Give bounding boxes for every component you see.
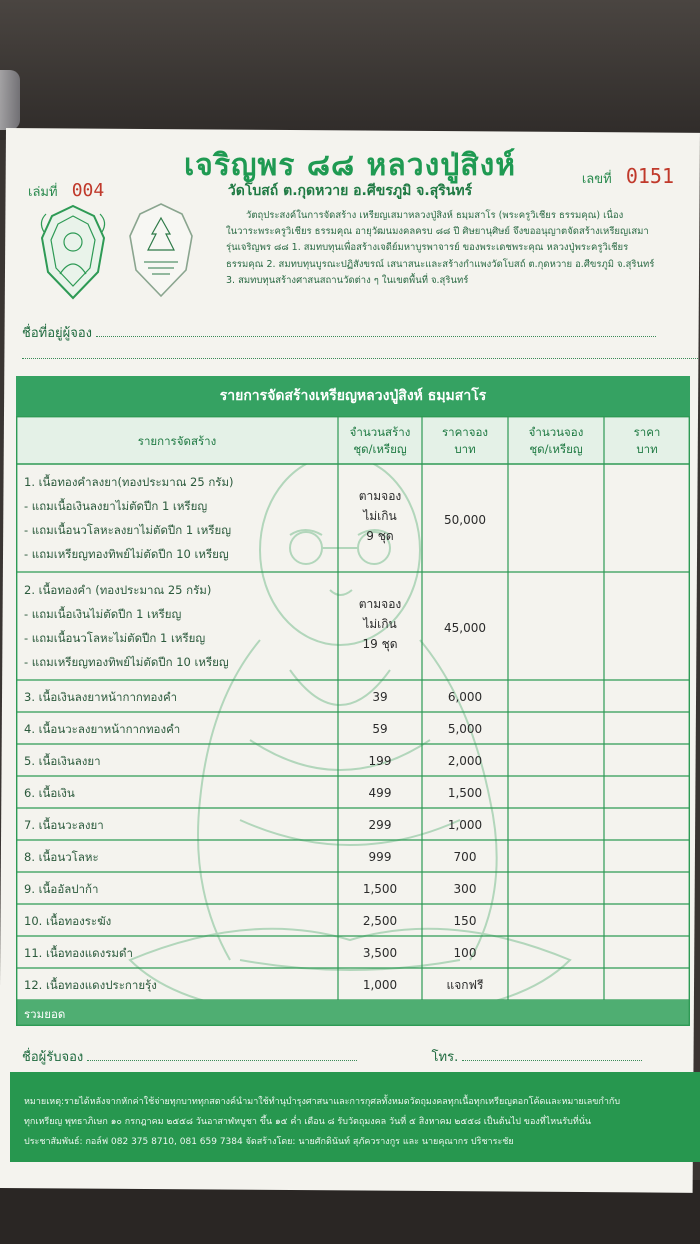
medal-front-image xyxy=(36,202,110,302)
reserve-amount-cell[interactable] xyxy=(605,465,689,571)
reservation-price: 6,000 xyxy=(447,690,483,704)
item-description: - แถมเนื้อนวโลหะไม่ตัดปีก 1 เหรียญ xyxy=(24,631,206,645)
purpose-line: ธรรมคุณ 2. สมทบทุนบูรณะปฏิสังขรณ์ เสนาสนะและสร้างกำแพงวัดโบสถ์ ต.กุดหวาย อ.ศีขรภูมิ จ.สุรินทร์ xyxy=(226,258,655,270)
reserve-quantity-cell[interactable] xyxy=(509,905,603,935)
reserve-amount-cell[interactable] xyxy=(605,573,689,679)
reservation-price: 100 xyxy=(453,946,477,960)
reserve-amount-cell[interactable] xyxy=(605,681,689,711)
serial-number-value: 0151 xyxy=(625,164,674,188)
reserve-amount-cell[interactable] xyxy=(605,809,689,839)
item-description: 11. เนื้อทองแดงรมดำ xyxy=(24,946,133,960)
production-quantity: 499 xyxy=(368,786,392,800)
receiver-line[interactable] xyxy=(87,1060,357,1061)
booker-address-line[interactable] xyxy=(96,336,656,337)
medal-back-image xyxy=(124,200,198,300)
item-description: - แถมเนื้อเงินไม่ตัดปีก 1 เหรียญ xyxy=(24,607,182,621)
reservation-price: แจกฟรี xyxy=(446,978,484,992)
production-quantity: 199 xyxy=(368,754,392,768)
footer-contact-line: ประชาสัมพันธ์: กอล์ฟ 082 375 8710, 081 659 7384 จัดสร้างโดย: นายศักดินันท์ สุภัควรางกูร และ นายคุณากร ปริชาระชัย xyxy=(24,1137,514,1147)
item-description: - แถมเหรียญทองทิพย์ไม่ตัดปีก 10 เหรียญ xyxy=(24,655,229,669)
table-grid xyxy=(16,416,690,1026)
column-header: ราคา xyxy=(633,425,661,439)
item-description: 9. เนื้ออัลปาก้า xyxy=(24,882,99,896)
reserve-quantity-cell[interactable] xyxy=(509,465,603,571)
reserve-amount-cell[interactable] xyxy=(605,713,689,743)
item-description: 7. เนื้อนวะลงยา xyxy=(24,818,104,832)
reserve-quantity-cell[interactable] xyxy=(509,841,603,871)
column-header: จำนวนจอง xyxy=(528,425,584,439)
reserve-quantity-cell[interactable] xyxy=(509,777,603,807)
item-description: 2. เนื้อทองคำ (ทองประมาณ 25 กรัม) xyxy=(24,583,212,597)
reserve-quantity-cell[interactable] xyxy=(509,681,603,711)
item-description: 4. เนื้อนวะลงยาหน้ากากทองคำ xyxy=(24,722,181,736)
production-quantity: 2,500 xyxy=(362,914,398,928)
production-quantity: ไม่เกิน xyxy=(363,509,397,523)
footer-note-line: ทุกเหรียญ พุทธาภิเษก ๑๐ กรกฎาคม ๒๕๕๘ วันอาสาฬหบูชา ขึ้น ๑๕ ค่ำ เดือน ๘ รับวัตถุมงคล วันที่ ๕ สิงหาคม ๒๕๕๘ เป็นต้นไป ของที่ไหนรับที่นั่น xyxy=(24,1117,592,1127)
reservation-price: 1,500 xyxy=(447,786,483,800)
production-quantity: 39 xyxy=(372,690,388,704)
book-number-value: 004 xyxy=(71,180,105,201)
production-quantity: 59 xyxy=(372,722,388,736)
item-description: 8. เนื้อนวโลหะ xyxy=(24,850,99,864)
booker-address-field[interactable] xyxy=(22,322,694,343)
column-header-unit: ชุด/เหรียญ xyxy=(353,442,407,456)
serial-number-label: เลขที่ xyxy=(581,172,612,187)
item-description: 12. เนื้อทองแดงประกายรุ้ง xyxy=(24,978,157,992)
purpose-line: รุ่นเจริญพร ๘๘ 1. สมทบทุนเพื่อสร้างเจดีย์มหาบูรพาจารย์ ของพระเดชพระคุณ หลวงปู่พระครูวิเชียร xyxy=(226,242,629,254)
reserve-quantity-cell[interactable] xyxy=(509,713,603,743)
reserve-amount-cell[interactable] xyxy=(605,841,689,871)
production-quantity: ตามจอง xyxy=(358,597,402,611)
form-title: เจริญพร ๘๘ หลวงปู่สิงห์ xyxy=(183,148,516,183)
reservation-price: 700 xyxy=(453,850,477,864)
phone-label: โทร. xyxy=(431,1050,459,1065)
column-header: รายการจัดสร้าง xyxy=(137,434,217,448)
column-header: ราคาจอง xyxy=(441,425,489,439)
item-description: 3. เนื้อเงินลงยาหน้ากากทองคำ xyxy=(24,690,178,704)
production-quantity: 1,500 xyxy=(362,882,398,896)
reserve-quantity-cell[interactable] xyxy=(509,809,603,839)
phone-line[interactable] xyxy=(462,1060,642,1061)
purpose-line: 3. สมทบทุนสร้างศาสนสถานวัดต่าง ๆ ในเขตพื้นที่ จ.สุรินทร์ xyxy=(226,274,469,286)
booker-address-line-2[interactable] xyxy=(22,358,698,359)
receiver-label: ชื่อผู้รับจอง xyxy=(22,1050,84,1065)
footer-note-bar xyxy=(10,1072,700,1162)
booker-address-label: ชื่อที่อยู่ผู้จอง xyxy=(22,326,93,341)
item-description: 6. เนื้อเงิน xyxy=(24,786,75,800)
reserve-quantity-cell[interactable] xyxy=(509,873,603,903)
production-quantity: ตามจอง xyxy=(358,489,402,503)
background-surface-top xyxy=(0,0,700,140)
column-header-unit: ชุด/เหรียญ xyxy=(529,442,583,456)
table-header-row xyxy=(16,416,690,464)
item-description: - แถมเนื้อนวโลหะลงยาไม่ตัดปีก 1 เหรียญ xyxy=(24,523,232,537)
plastic-wrap-edge xyxy=(0,70,20,130)
purpose-line: ในวาระพระครูวิเชียร ธรรมคุณ อายุวัฒนมงคลครบ ๘๘ ปี ศิษยานุศิษย์ จึงขออนุญาตจัดสร้างเหรียญเสมา xyxy=(226,226,649,238)
reservation-price: 50,000 xyxy=(444,513,486,527)
footer-note-line: หมายเหตุ:รายได้หลังจากหักค่าใช้จ่ายทุกบาททุกสตางค์นำมาใช้ทำนุบำรุงศาสนาและการกุศลทั้งหมดวัตถุมงคลทุกเนื้อทุกเหรียญตอกโค้ดและหมายเลขกำกับ xyxy=(24,1097,621,1107)
temple-address: วัดโบสถ์ ต.กุดหวาย อ.ศีขรภูมิ จ.สุรินทร์ xyxy=(227,183,473,199)
column-header-unit: บาท xyxy=(454,442,476,456)
column-header-unit: บาท xyxy=(636,442,658,456)
production-quantity: 299 xyxy=(368,818,392,832)
receiver-field[interactable] xyxy=(22,1046,694,1067)
reserve-amount-cell[interactable] xyxy=(605,969,689,999)
item-description: 1. เนื้อทองคำลงยา(ทองประมาณ 25 กรัม) xyxy=(24,475,234,489)
reserve-quantity-cell[interactable] xyxy=(509,573,603,679)
production-quantity: 9 ชุด xyxy=(366,529,394,543)
item-description: - แถมเนื้อเงินลงยาไม่ตัดปีก 1 เหรียญ xyxy=(24,499,208,513)
table-title: รายการจัดสร้างเหรียญหลวงปู่สิงห์ ธมฺมสาโร xyxy=(16,376,690,416)
serial-number-field xyxy=(582,164,674,189)
reserve-amount-cell[interactable] xyxy=(605,873,689,903)
column-header: จำนวนสร้าง xyxy=(349,425,411,439)
item-description: 10. เนื้อทองระฆัง xyxy=(24,914,112,928)
book-number-field xyxy=(28,180,104,202)
production-quantity: ไม่เกิน xyxy=(363,617,397,631)
reserve-quantity-cell[interactable] xyxy=(509,969,603,999)
item-description: 5. เนื้อเงินลงยา xyxy=(24,754,101,768)
production-quantity: 999 xyxy=(368,850,392,864)
item-description: - แถมเหรียญทองทิพย์ไม่ตัดปีก 10 เหรียญ xyxy=(24,547,229,561)
reservation-price: 2,000 xyxy=(447,754,483,768)
reserve-quantity-cell[interactable] xyxy=(509,937,603,967)
reservation-price: 1,000 xyxy=(447,818,483,832)
book-number-label: เล่มที่ xyxy=(28,185,58,200)
reservation-price: 300 xyxy=(453,882,477,896)
reserve-quantity-cell[interactable] xyxy=(509,745,603,775)
reserve-amount-cell[interactable] xyxy=(605,905,689,935)
reserve-amount-cell[interactable] xyxy=(605,937,689,967)
purpose-paragraph xyxy=(226,208,696,289)
total-amount-cell[interactable] xyxy=(605,1001,689,1025)
purpose-line: วัตถุประสงค์ในการจัดสร้าง เหรียญเสมาหลวงปู่สิงห์ ธมฺมสาโร (พระครูวิเชียร ธรรมคุณ) เนื่อง xyxy=(246,210,624,221)
reservation-price: 45,000 xyxy=(444,621,486,635)
reserve-amount-cell[interactable] xyxy=(605,745,689,775)
reservation-price: 150 xyxy=(453,914,477,928)
production-list-table xyxy=(16,376,690,1026)
total-row xyxy=(16,1000,690,1026)
reservation-price: 5,000 xyxy=(447,722,483,736)
total-label: รวมยอด xyxy=(24,1007,66,1021)
production-quantity: 1,000 xyxy=(362,978,398,992)
production-quantity: 19 ชุด xyxy=(362,637,398,651)
reserve-amount-cell[interactable] xyxy=(605,777,689,807)
production-quantity: 3,500 xyxy=(362,946,398,960)
